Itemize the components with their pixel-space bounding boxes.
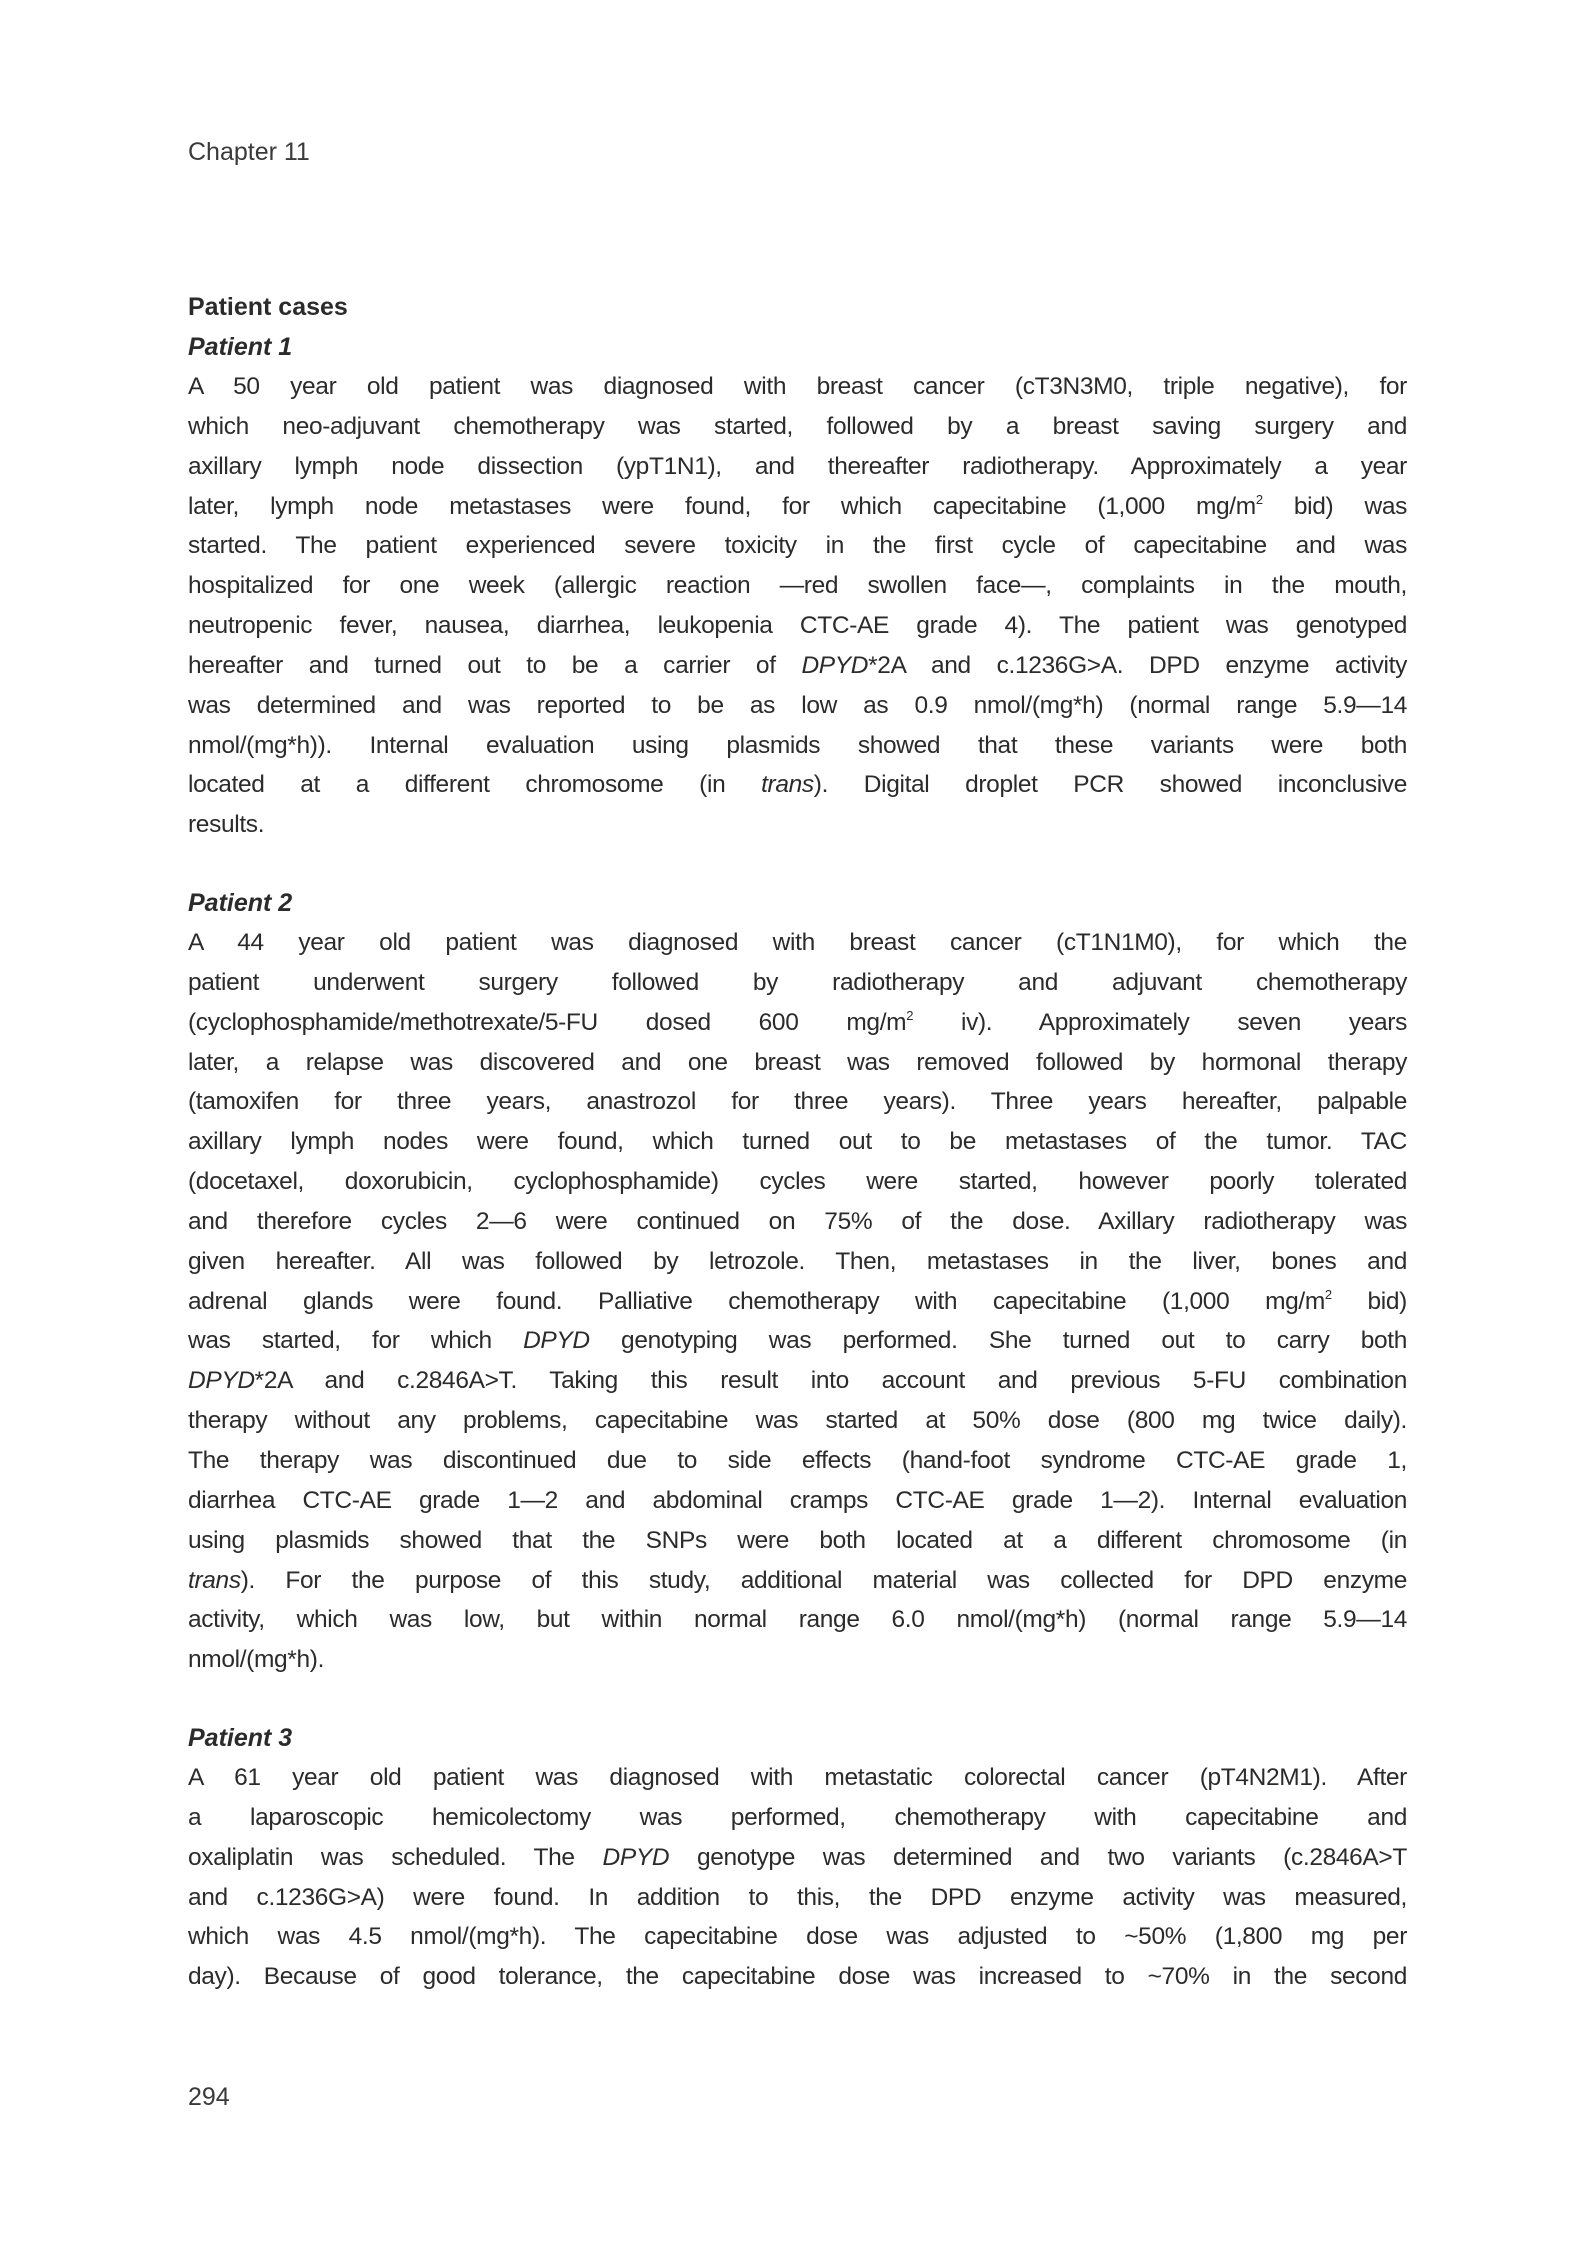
text-line	[188, 1321, 1407, 1361]
text-segment: using plasmids showed that the SNPs were both located at a different chromosome (in	[188, 1526, 1407, 1554]
text-line	[188, 646, 1407, 686]
text-segment: (docetaxel, doxorubicin, cyclophosphamide) cycles were started, however poorly tolerated	[188, 1168, 1407, 1196]
text-segment: hospitalized for one week (allergic reaction —red swollen face—, complaints in the mouth,	[188, 572, 1407, 600]
page-number: 294	[188, 2083, 230, 2111]
text-line	[188, 1361, 1407, 1401]
text-segment: which neo-adjuvant chemotherapy was started, followed by a breast saving surgery and	[188, 412, 1407, 440]
text-segment: was determined and was reported to be as low as 0.9 nmol/(mg*h) (normal range 5.9—14	[188, 691, 1407, 719]
text-line	[188, 1043, 1407, 1083]
text-line	[188, 407, 1407, 447]
text-line	[188, 1282, 1407, 1322]
text-segment: day). Because of good tolerance, the capecitabine dose was increased to ~70% in the second	[188, 1963, 1407, 1991]
text-line	[188, 367, 1407, 407]
text-line	[188, 1838, 1407, 1878]
text-line	[188, 566, 1407, 606]
text-line	[188, 526, 1407, 566]
italic-text: DPYD	[801, 651, 869, 679]
text-line	[188, 1758, 1407, 1798]
text-line	[188, 487, 1407, 527]
text-segment: iv). Approximately seven years	[913, 1008, 1408, 1036]
text-segment: nmol/(mg*h).	[188, 1646, 325, 1674]
text-segment: which was 4.5 nmol/(mg*h). The capecitabine dose was adjusted to ~50% (1,800 mg per	[188, 1923, 1407, 1951]
patient-1-title: Patient 1	[188, 333, 293, 361]
text-segment: and c.1236G>A) were found. In addition to this, the DPD enzyme activity was measured,	[188, 1883, 1407, 1911]
text-segment: A 44 year old patient was diagnosed with breast cancer (cT1N1M0), for which the	[188, 929, 1407, 956]
patient-2-body	[188, 923, 1407, 1680]
text-line	[188, 1600, 1407, 1640]
patient-3-title: Patient 3	[188, 1724, 293, 1752]
text-line	[188, 1242, 1407, 1282]
text-line	[188, 1202, 1407, 1242]
text-segment: bid) was	[1262, 492, 1407, 520]
text-segment: patient underwent surgery followed by radiotherapy and adjuvant chemotherapy	[188, 968, 1407, 996]
patient-1-body	[188, 367, 1407, 845]
text-line	[188, 1798, 1407, 1838]
superscript: 2	[906, 1007, 914, 1023]
text-segment: nmol/(mg*h)). Internal evaluation using plasmids showed that these variants were both	[188, 731, 1407, 759]
text-segment: The therapy was discontinued due to side effects (hand-foot syndrome CTC-AE grade 1,	[188, 1446, 1407, 1474]
text-segment: results.	[188, 811, 265, 839]
text-segment: axillary lymph node dissection (ypT1N1), and thereafter radiotherapy. Approximately a year	[188, 452, 1407, 480]
text-line	[188, 686, 1407, 726]
text-line	[188, 1401, 1407, 1441]
text-segment: ). For the purpose of this study, additional material was collected for DPD enzyme	[240, 1566, 1407, 1594]
text-segment: oxaliplatin was scheduled. The	[188, 1843, 603, 1871]
patient-2-title: Patient 2	[188, 889, 293, 917]
patient-2-case	[188, 883, 1407, 1680]
section-patient-cases	[188, 287, 1407, 845]
text-line	[188, 805, 1407, 845]
text-segment: later, lymph node metastases were found, for which capecitabine (1,000 mg/m	[188, 492, 1256, 520]
text-segment: was started, for which	[188, 1327, 524, 1355]
text-segment: later, a relapse was discovered and one breast was removed followed by hormonal therapy	[188, 1048, 1407, 1076]
text-segment: ). Digital droplet PCR showed inconclusive	[813, 771, 1407, 799]
text-segment: axillary lymph nodes were found, which turned out to be metastases of the tumor. TAC	[188, 1128, 1407, 1156]
text-segment: started. The patient experienced severe toxicity in the first cycle of capecitabine and was	[188, 532, 1407, 560]
italic-text: DPYD	[188, 1367, 255, 1395]
text-line	[188, 765, 1407, 805]
text-segment: (cyclophosphamide/methotrexate/5-FU dosed 600 mg/m	[188, 1008, 907, 1036]
text-line	[188, 1162, 1407, 1202]
text-line	[188, 1640, 1407, 1680]
text-segment: A 61 year old patient was diagnosed with metastatic colorectal cancer (pT4N2M1). After	[188, 1764, 1407, 1791]
running-head: Chapter 11	[188, 138, 310, 166]
italic-text: trans	[188, 1566, 241, 1594]
section-title: Patient cases	[188, 293, 348, 321]
text-line	[188, 963, 1407, 1003]
text-line	[188, 726, 1407, 766]
text-segment: diarrhea CTC-AE grade 1—2 and abdominal cramps CTC-AE grade 1—2). Internal evaluation	[188, 1486, 1407, 1514]
text-line	[188, 447, 1407, 487]
text-segment: neutropenic fever, nausea, diarrhea, leukopenia CTC-AE grade 4). The patient was genotyped	[188, 612, 1407, 640]
text-line	[188, 1521, 1407, 1561]
text-segment: a laparoscopic hemicolectomy was performed, chemotherapy with capecitabine and	[188, 1803, 1407, 1831]
text-segment: (tamoxifen for three years, anastrozol for three years). Three years hereafter, palpable	[188, 1088, 1407, 1116]
text-segment: *2A and c.2846A>T. Taking this result into account and previous 5-FU combination	[254, 1367, 1407, 1395]
superscript: 2	[1324, 1286, 1332, 1302]
italic-text: DPYD	[602, 1843, 670, 1871]
text-segment: genotype was determined and two variants (c.2846A>T	[669, 1843, 1407, 1871]
text-segment: A 50 year old patient was diagnosed with breast cancer (cT3N3M0, triple negative), for	[188, 373, 1407, 400]
text-segment: *2A and c.1236G>A. DPD enzyme activity	[868, 651, 1407, 679]
text-segment: genotyping was performed. She turned out to carry both	[589, 1327, 1407, 1355]
text-line	[188, 1122, 1407, 1162]
text-segment: given hereafter. All was followed by letrozole. Then, metastases in the liver, bones and	[188, 1247, 1407, 1275]
text-line	[188, 1481, 1407, 1521]
text-segment: activity, which was low, but within normal range 6.0 nmol/(mg*h) (normal range 5.9—14	[188, 1606, 1407, 1634]
text-line	[188, 1957, 1407, 1997]
text-line	[188, 1003, 1407, 1043]
text-line	[188, 1878, 1407, 1918]
italic-text: DPYD	[523, 1327, 590, 1355]
text-line	[188, 923, 1407, 963]
text-segment: located at a different chromosome (in	[188, 771, 762, 799]
text-segment: bid)	[1331, 1287, 1407, 1315]
text-line	[188, 1082, 1407, 1122]
text-line	[188, 1441, 1407, 1481]
text-line	[188, 1561, 1407, 1601]
italic-text: trans	[761, 771, 814, 799]
text-segment: therapy without any problems, capecitabine was started at 50% dose (800 mg twice daily).	[188, 1407, 1407, 1435]
text-segment: adrenal glands were found. Palliative chemotherapy with capecitabine (1,000 mg/m	[188, 1287, 1325, 1315]
text-line	[188, 606, 1407, 646]
patient-3-body	[188, 1758, 1407, 1997]
text-segment: hereafter and turned out to be a carrier of	[188, 651, 802, 679]
patient-3-case	[188, 1718, 1407, 1997]
text-segment: and therefore cycles 2—6 were continued on 75% of the dose. Axillary radiotherapy was	[188, 1207, 1407, 1235]
superscript: 2	[1255, 491, 1263, 507]
text-line	[188, 1917, 1407, 1957]
